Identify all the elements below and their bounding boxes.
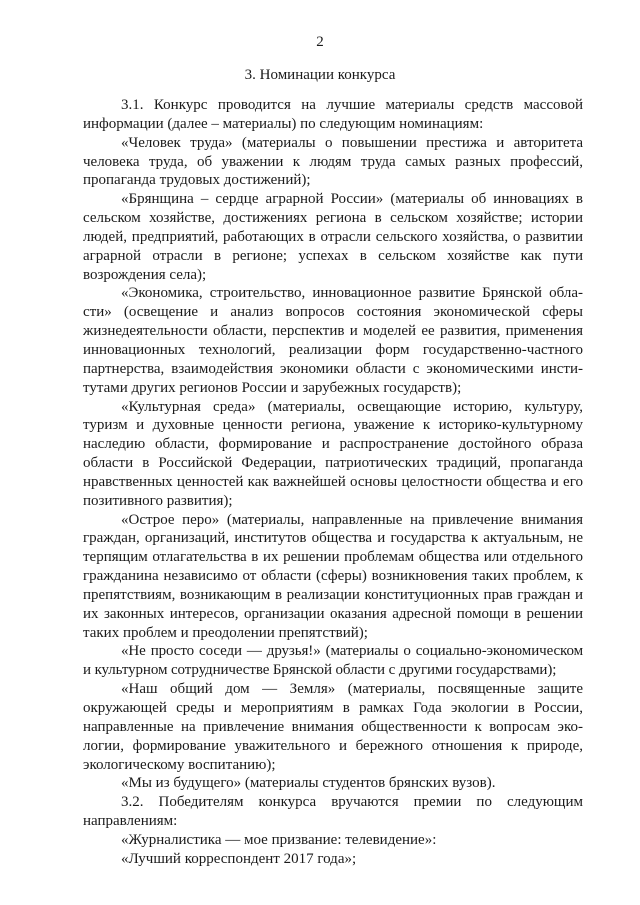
nomination-bryanshchina: «Брянщина – сердце аграрной России» (материалы об инновациях в сельском хозяйстве, достижениях региона в сельском хозяйстве; истории людей, предприятий, работающих в отрасли сельского хозяйства, о развитии аграрной отрасли в регионе; успехах в сельском хозяйстве как пути возрождения села);: [83, 191, 583, 283]
page-number: 2: [316, 34, 324, 50]
paragraph-3-1: 3.1. Конкурс проводится на лучшие материалы средств массовой информации (далее – материалы) по следующим номинациям:: [83, 97, 583, 132]
direction-zhurnalistika: «Журналистика — мое призвание: телевидение»:: [121, 831, 437, 848]
nomination-nash-obshchiy-dom: «Наш общий дом — Земля» (материалы, посвященные защите окружающей среды и мероприятиям в рамках Года экологии в России, направленные на привлечение внимания общественности к вопросам экологии, формирование уважительного и бережного отношения к природе, экологическому воспитанию);: [83, 681, 583, 773]
nomination-chelovek-truda: «Человек труда» (материалы о повышении престижа и авторитета человека труда, об уважении к людям труда самых разных профессий, пропаганда трудовых достижений);: [83, 134, 583, 189]
nomination-ne-prosto-sosedi: «Не просто соседи — друзья!» (материалы о социально-экономическом и культурном сотрудничестве Брянской области с другими государствами);: [83, 643, 583, 679]
document-body: [83, 96, 583, 869]
paragraph-3-2: 3.2. Победителям конкурса вручаются премии по следующим направлениям:: [83, 794, 583, 830]
section-title: 3. Номинации конкурса: [244, 67, 396, 83]
nomination-ostroe-pero: «Острое перо» (материалы, направленные на привлечение внимания граждан, организаций, институтов общества и государства к актуальным, не терпящим отлагательства в их решении проблемам общества или отдельного гражданина независимо от области (сферы) возникновения таких проблем, к препятствиям, возникающим в реализации конституционных прав граждан и их законных интересов, организации оказания адресной помощи в решении таких проблем и преодолении препятствий);: [83, 511, 583, 641]
nomination-kulturnaya-sreda: «Культурная среда» (материалы, освещающие историю, культуру, туризм и духовные ценности региона, уважение к историко-культурному наследию области, формирование и распространение достойного образа области в Российской Федерации, патриотических традиций, пропаганда нравственных ценностей как важнейшей основы целостности общества и его позитивного развития);: [83, 398, 583, 509]
direction-luchshiy-korrespondent: «Лучший корреспондент 2017 года»;: [121, 850, 357, 867]
nomination-ekonomika: «Экономика, строительство, инновационное развитие Брянской области» (освещение и анализ вопросов состояния экономической сферы жизнедеятельности области, перспектив и моделей ее развития, применения инновационных технологий, реализации форм государственно-частного партнерства, взаимодействия экономики области с экономическими институтами других регионов России и зарубежных государств);: [83, 285, 583, 396]
nomination-my-iz-budushchego: «Мы из будущего» (материалы студентов брянских вузов).: [121, 775, 496, 792]
